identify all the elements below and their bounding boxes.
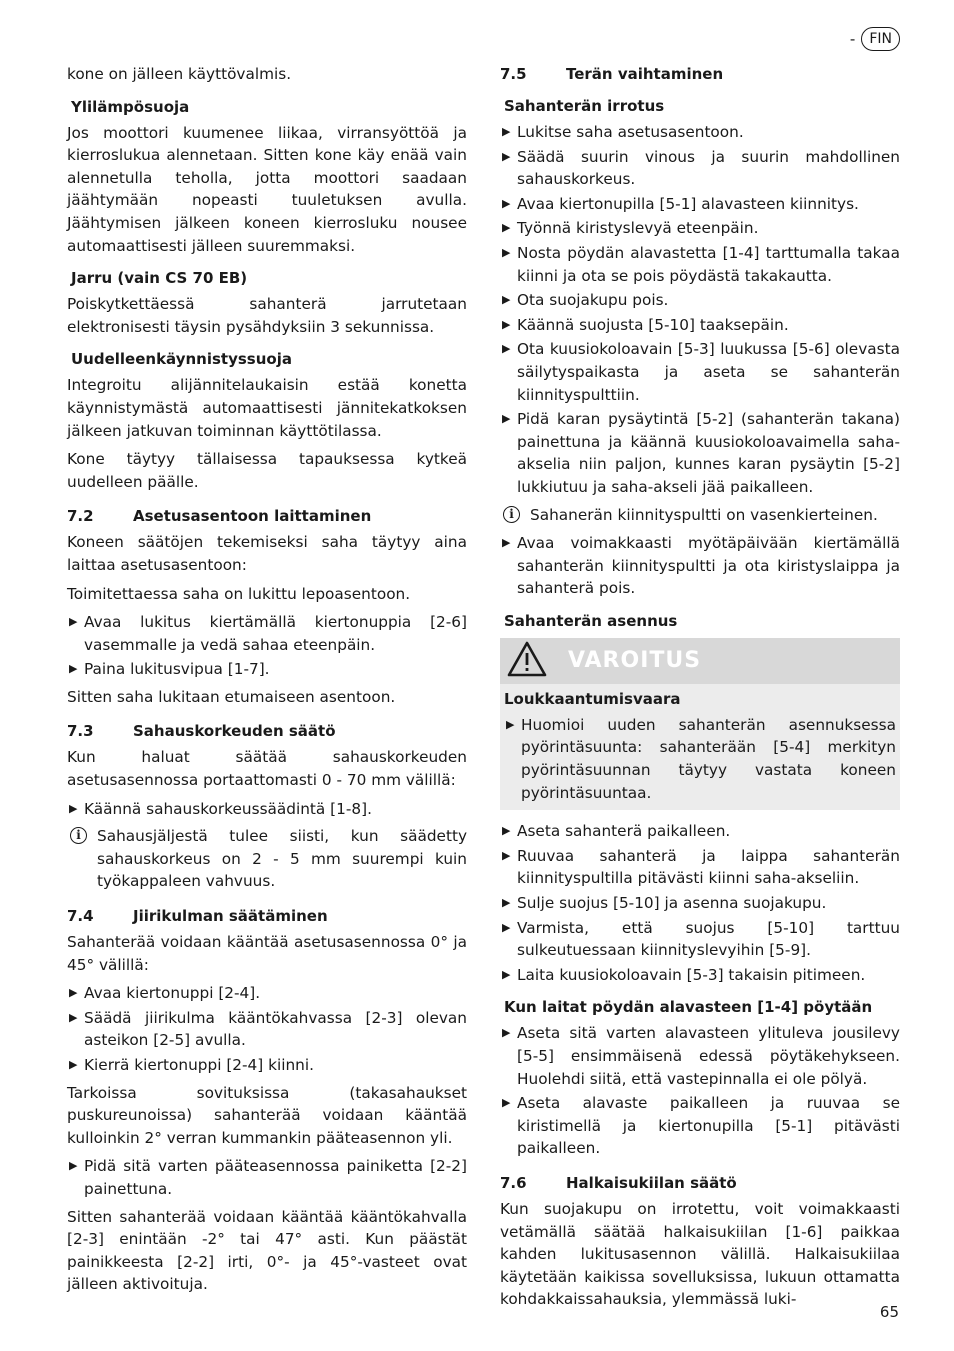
s72-text-2: Toimitettaessa saha on lukittu lepoasentoon. xyxy=(67,584,411,603)
s74-bullet-list xyxy=(67,982,467,1076)
section-title: Halkaisukiilan säätö xyxy=(566,1173,737,1192)
language-badge: FIN xyxy=(861,27,900,51)
list-item: ▶ Ota suojakupu pois. xyxy=(500,289,900,312)
header-dash: - xyxy=(849,30,856,48)
list-item: ▶ Pidä karan pysäytintä [5-2] (sahanterän takana) painettuna ja käännä kuusiokoloavaimella saha-akselia niin paljon, kunnes karan pysäytin [5-2] lukkiutuu ja saha-akseli jää paikalleen. xyxy=(500,408,900,498)
page-number: 65 xyxy=(879,1303,899,1321)
warning-body xyxy=(500,684,900,810)
section-7-3-heading xyxy=(67,720,467,742)
list-item: ▶ Ota kuusiokoloavain [5-3] luukussa [5-6] olevasta säilytyspaikasta ja aseta se sahanterän kiinnityspulttiin. xyxy=(500,338,900,406)
list-item: ▶ Lukitse saha asetusasentoon. xyxy=(500,121,900,144)
overheat-text: Jos moottori kuumenee liikaa, virransyöttöä ja kierroslukua alennetaan. Sitten kone käy enää vain alennetulla teholla, jotta moottori saadaan jäähtymään nopeasti tuuletuksen avulla. Jäähtymisen jälkeen koneen kierrosluku nousee automaattisesti jälleen suuremmaksi. xyxy=(67,123,467,255)
brake-text: Poiskytkettäessä sahanterä jarrutetaan elektronisesti täysin pysähdyksiin 3 sekunnissa. xyxy=(67,295,467,336)
list-item: ▶ Sulje suojus [5-10] ja asenna suojakupu. xyxy=(500,892,900,915)
warning-subtitle: Loukkaantumisvaara xyxy=(504,689,681,708)
section-number: 7.3 xyxy=(67,722,94,741)
section-7-4-heading xyxy=(67,905,467,927)
warning-header xyxy=(500,638,900,684)
section-number: 7.2 xyxy=(67,507,94,526)
s74-text-3: Sitten sahanterää voidaan kääntää kääntökahvalla [2-3] enintään -2° tai 47° asti. Kun päästät painikkeesta [2-2] irti, 0°- ja 45°-vasteet ovat jälleen aktivoituja. xyxy=(67,1207,467,1294)
s73-info-note xyxy=(67,825,467,893)
list-item: ▶ Aseta sitä varten alavasteen ylituleva jousilevy [5-5] ensimmäisenä edessä pöytäkehykseen. Huolehdi siitä, että vastepinnalla ei ole pölyä. xyxy=(500,1022,900,1090)
section-number: 7.4 xyxy=(67,907,94,926)
s76-text: Kun suojakupu on irrotettu, voit voimakkaasti vetämällä säätää halkaisukiilan [1-6] paikkaa kahden lukitusasennon välillä. Halkaisukiilaa käytetään kaikissa sovelluksissa, lukuun ottamatta kohdakkaissahauksia, ylemmässä luki- xyxy=(500,1199,900,1309)
removal-bullet-list-2 xyxy=(500,532,900,600)
s73-text-1: Kun haluat säätää sahauskorkeuden asetusasennossa portaattomasti 0 - 70 mm välillä: xyxy=(67,748,467,790)
list-item: ▶ Huomioi uuden sahanterän asennuksessa pyörintäsuunta: sahanterään [5-4] merkityn pyörintäsuunnan täytyy vastata koneen pyörintäsuuntaa. xyxy=(504,714,896,804)
list-item: ▶ Säädä jiirikulma kääntökahvassa [2-3] olevan asteikon [2-5] avulla. xyxy=(67,1007,467,1052)
list-item: ▶ Aseta alavaste paikalleen ja ruuvaa se kiristimellä ja kiertonupilla [5-1] pitävästi paikalleen. xyxy=(500,1092,900,1160)
section-title: Jiirikulman säätäminen xyxy=(133,907,328,926)
list-item: ▶ Käännä sahauskorkeussäädintä [1-8]. xyxy=(67,798,467,821)
right-column xyxy=(500,63,900,1317)
info-text: Sahausjäljestä tulee siisti, kun säädetty sahauskorkeus on 2 - 5 mm suurempi kuin työkappaleen vahvuus. xyxy=(97,827,467,891)
list-item: ▶ Avaa kiertonuppi [2-4]. xyxy=(67,982,467,1005)
fence-heading: Kun laitat pöydän alavasteen [1-4] pöytään xyxy=(504,998,873,1017)
section-title: Sahauskorkeuden säätö xyxy=(133,722,336,741)
warning-triangle-icon xyxy=(506,640,548,682)
warning-box xyxy=(500,638,900,810)
restart-text-2: Kone täytyy tällaisessa tapauksessa kytkeä uudelleen päälle. xyxy=(67,450,467,491)
s74-text-2: Tarkoissa sovituksissa (takasahaukset puskureunoissa) sahanterää voidaan kääntää kulloinkin 2° verran kummankin pääteasennon yli. xyxy=(67,1083,467,1147)
section-title: Asetusasentoon laittaminen xyxy=(133,507,372,526)
mount-heading: Sahanterän asennus xyxy=(504,611,678,630)
s74-text-1: Sahanterää voidaan kääntää asetusasennossa 0° ja 45° välillä: xyxy=(67,933,467,974)
intro-text: kone on jälleen käyttövalmis. xyxy=(67,65,292,83)
s72-text-3: Sitten saha lukitaan etumaiseen asentoon. xyxy=(67,687,396,706)
list-item: ▶ Avaa voimakkaasti myötäpäivään kiertämällä sahanterän kiinnityspultti ja ota kiristyslaippa ja sahanterä pois. xyxy=(500,532,900,600)
fence-bullet-list xyxy=(500,1022,900,1160)
warning-title: VAROITUS xyxy=(568,648,702,674)
section-7-2-heading xyxy=(67,505,467,527)
section-7-6-heading xyxy=(500,1172,900,1194)
list-item: ▶ Käännä suojusta [5-10] taaksepäin. xyxy=(500,314,900,337)
section-number: 7.6 xyxy=(500,1173,527,1192)
s73-bullet-list xyxy=(67,798,467,821)
s75-info-note xyxy=(500,504,900,527)
info-text: Sahanerän kiinnityspultti on vasenkierteinen. xyxy=(530,505,878,524)
restart-text-1: Integroitu alijännitelaukaisin estää konetta käynnistymästä automaattisesti jännitekatkoksen jälkeen jatkuvan toiminnan käyttötilassa. xyxy=(67,376,467,440)
list-item: ▶ Laita kuusiokoloavain [5-3] takaisin pitimeen. xyxy=(500,964,900,987)
s74-bullet-list-2 xyxy=(67,1155,467,1200)
info-icon: i xyxy=(70,827,87,844)
list-item: ▶ Kierrä kiertonuppi [2-4] kiinni. xyxy=(67,1054,467,1077)
section-title: Terän vaihtaminen xyxy=(566,65,724,83)
warning-bullet-list xyxy=(504,714,896,804)
removal-bullet-list xyxy=(500,121,900,499)
mount-bullet-list xyxy=(500,820,900,986)
section-7-5-heading xyxy=(500,63,900,85)
s72-bullet-list xyxy=(67,611,467,681)
s72-text-1: Koneen säätöjen tekemiseksi saha täytyy aina laittaa asetusasentoon: xyxy=(67,533,467,574)
list-item: ▶ Avaa lukitus kiertämällä kiertonuppia [2-6] vasemmalle ja vedä sahaa eteenpäin. xyxy=(67,611,467,656)
overheat-heading: Ylilämpösuoja xyxy=(71,97,190,116)
list-item: ▶ Ruuvaa sahanterä ja laippa sahanterän kiinnityspultilla pitävästi kiinni saha-akseliin. xyxy=(500,845,900,890)
list-item: ▶ Varmista, että suojus [5-10] tarttuu sulkeutuessaan kiinnityslevyihin [5-9]. xyxy=(500,917,900,962)
removal-heading: Sahanterän irrotus xyxy=(504,97,665,115)
restart-heading: Uudelleenkäynnistyssuoja xyxy=(71,350,292,369)
list-item: ▶ Nosta pöydän alavastetta [1-4] tarttumalla takaa kiinni ja ota se pois pöydästä takakautta. xyxy=(500,242,900,287)
section-number: 7.5 xyxy=(500,65,527,83)
brake-heading: Jarru (vain CS 70 EB) xyxy=(71,269,248,288)
left-column xyxy=(67,63,467,1302)
list-item: ▶ Avaa kiertonupilla [5-1] alavasteen kiinnitys. xyxy=(500,193,900,216)
language-tag xyxy=(850,27,900,51)
list-item: ▶ Työnnä kiristyslevyä eteenpäin. xyxy=(500,217,900,240)
list-item: ▶ Säädä suurin vinous ja suurin mahdollinen sahauskorkeus. xyxy=(500,146,900,191)
list-item: ▶ Pidä sitä varten pääteasennossa painiketta [2-2] painettuna. xyxy=(67,1155,467,1200)
list-item: ▶ Aseta sahanterä paikalleen. xyxy=(500,820,900,843)
list-item: ▶ Paina lukitusvipua [1-7]. xyxy=(67,658,467,681)
info-icon: i xyxy=(503,506,520,523)
